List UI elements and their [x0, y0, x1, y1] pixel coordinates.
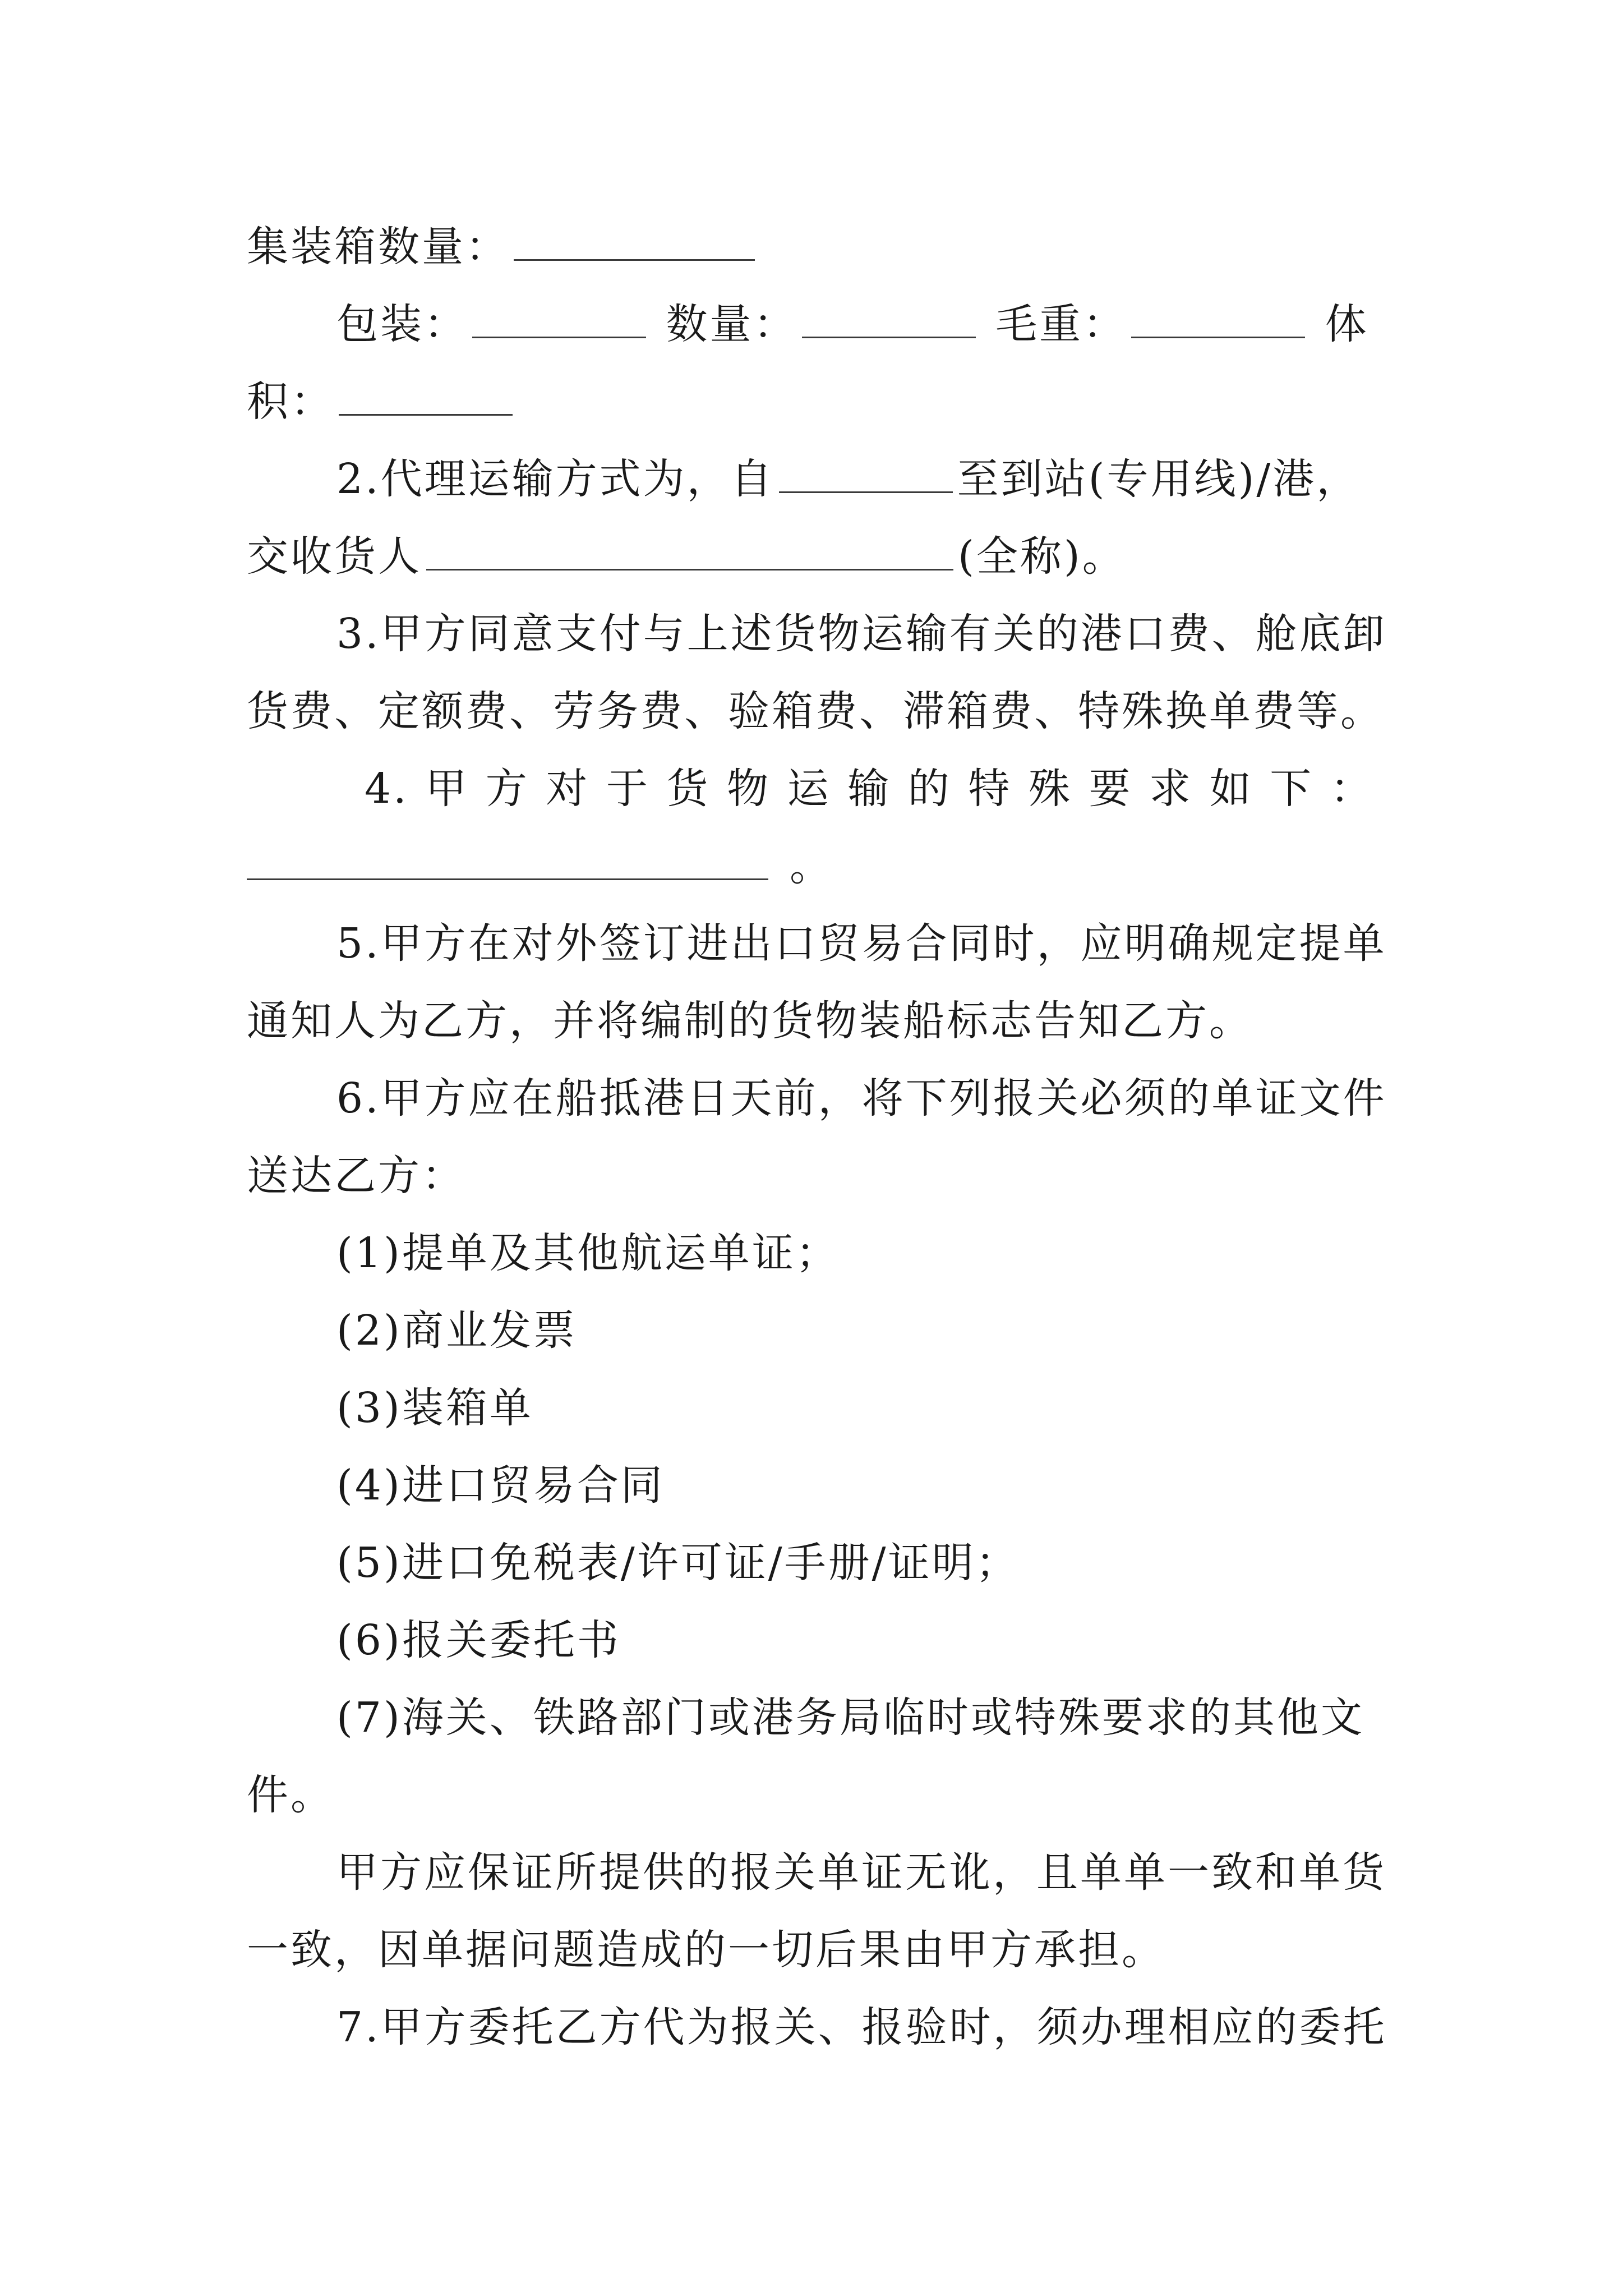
- document-item-6: (6)报关委托书: [336, 1616, 621, 1664]
- clause-3-line-1: 3.甲方同意支付与上述货物运输有关的港口费、舱底卸: [336, 610, 1387, 658]
- clause-4-char: 如: [1209, 765, 1253, 813]
- volume-label-part1: 体: [1325, 300, 1369, 348]
- clause-4-char: 物: [727, 765, 771, 813]
- clause-4-line-2: [247, 839, 1385, 893]
- clause-4-char: 甲: [425, 765, 469, 813]
- gross-weight-blank: [1131, 302, 1305, 338]
- packaging-label: 包装：: [336, 300, 468, 348]
- clause-4-char: 的: [907, 765, 952, 813]
- clause-4-char: 输: [847, 765, 892, 813]
- document-item-4: (4)进口贸易合同: [336, 1461, 665, 1510]
- clause-4-char: 特: [968, 765, 1012, 813]
- clause-6-line-2: 送达乙方：: [247, 1152, 465, 1200]
- packaging-blank: [472, 302, 646, 338]
- document-item-3: (3)装箱单: [336, 1384, 533, 1432]
- container-quantity-label: 集装箱数量：: [247, 223, 509, 271]
- clause-2-line-2: [247, 530, 1385, 583]
- quantity-label: 数量：: [666, 300, 797, 348]
- quantity-blank: [802, 302, 976, 338]
- volume-label-part2: 积：: [247, 378, 334, 426]
- clause-6-line-1: 6.甲方应在船抵港日天前，将下列报关必须的单证文件: [336, 1074, 1387, 1122]
- clause-5-line-1: 5.甲方在对外签订进出口贸易合同时，应明确规定提单: [336, 919, 1387, 968]
- clause-4-char: 求: [1149, 765, 1193, 813]
- clause-3-line-2: 货费、定额费、劳务费、验箱费、滞箱费、特殊换单费等。: [247, 687, 1384, 735]
- special-requirements-blank: [247, 844, 768, 880]
- clause-4-char: 对: [546, 765, 590, 813]
- clause-4-char: 殊: [1028, 765, 1072, 813]
- volume-line: [247, 375, 1385, 429]
- clause-4-char: 4.: [365, 765, 409, 813]
- clause-4-char: 运: [787, 765, 831, 813]
- container-quantity-blank: [514, 224, 755, 261]
- warranty-line-1: 甲方应保证所提供的报关单证无讹，且单单一致和单货: [336, 1848, 1386, 1897]
- consignee-blank: [426, 534, 953, 570]
- document-item-2: (2)商业发票: [336, 1306, 577, 1355]
- document-item-7-line-1: (7)海关、铁路部门或港务局临时或特殊要求的其他文: [336, 1694, 1364, 1742]
- clause-4-char: 要: [1089, 765, 1133, 813]
- clause-5-line-2: 通知人为乙方，并将编制的货物装船标志告知乙方。: [247, 997, 1253, 1045]
- clause-4-char: 于: [606, 765, 650, 813]
- volume-blank: [339, 379, 513, 416]
- document-item-7-line-2: 件。: [247, 1771, 334, 1819]
- clause-4-char: ：: [1330, 765, 1374, 813]
- document-item-5: (5)进口免税表/许可证/手册/证明；: [336, 1539, 1020, 1587]
- clause-2-line-1: [336, 452, 1385, 506]
- clause-2-text-b: 至到站(专用线)/港，: [957, 455, 1361, 503]
- clause-7-line-1: 7.甲方委托乙方代为报关、报验时，须办理相应的委托: [336, 2003, 1387, 2051]
- origin-blank: [779, 457, 953, 493]
- consignee-label: 交收货人: [247, 532, 422, 581]
- clause-4-end-mark: 。: [790, 842, 833, 890]
- clause-2-text-a: 2.代理运输方式为，自: [336, 455, 774, 503]
- clause-4-char: 方: [485, 765, 529, 813]
- gross-weight-label: 毛重：: [995, 300, 1127, 348]
- full-name-note: (全称)。: [958, 532, 1126, 581]
- warranty-line-2: 一致，因单据问题造成的一切后果由甲方承担。: [247, 1926, 1165, 1974]
- clause-4-char: 货: [666, 765, 711, 813]
- clause-4-char: 下: [1270, 765, 1314, 813]
- document-item-1: (1)提单及其他航运单证；: [336, 1229, 840, 1277]
- clause-4-line-1: [365, 762, 1374, 816]
- packaging-line: [336, 297, 1385, 351]
- container-quantity-line: [247, 220, 1385, 274]
